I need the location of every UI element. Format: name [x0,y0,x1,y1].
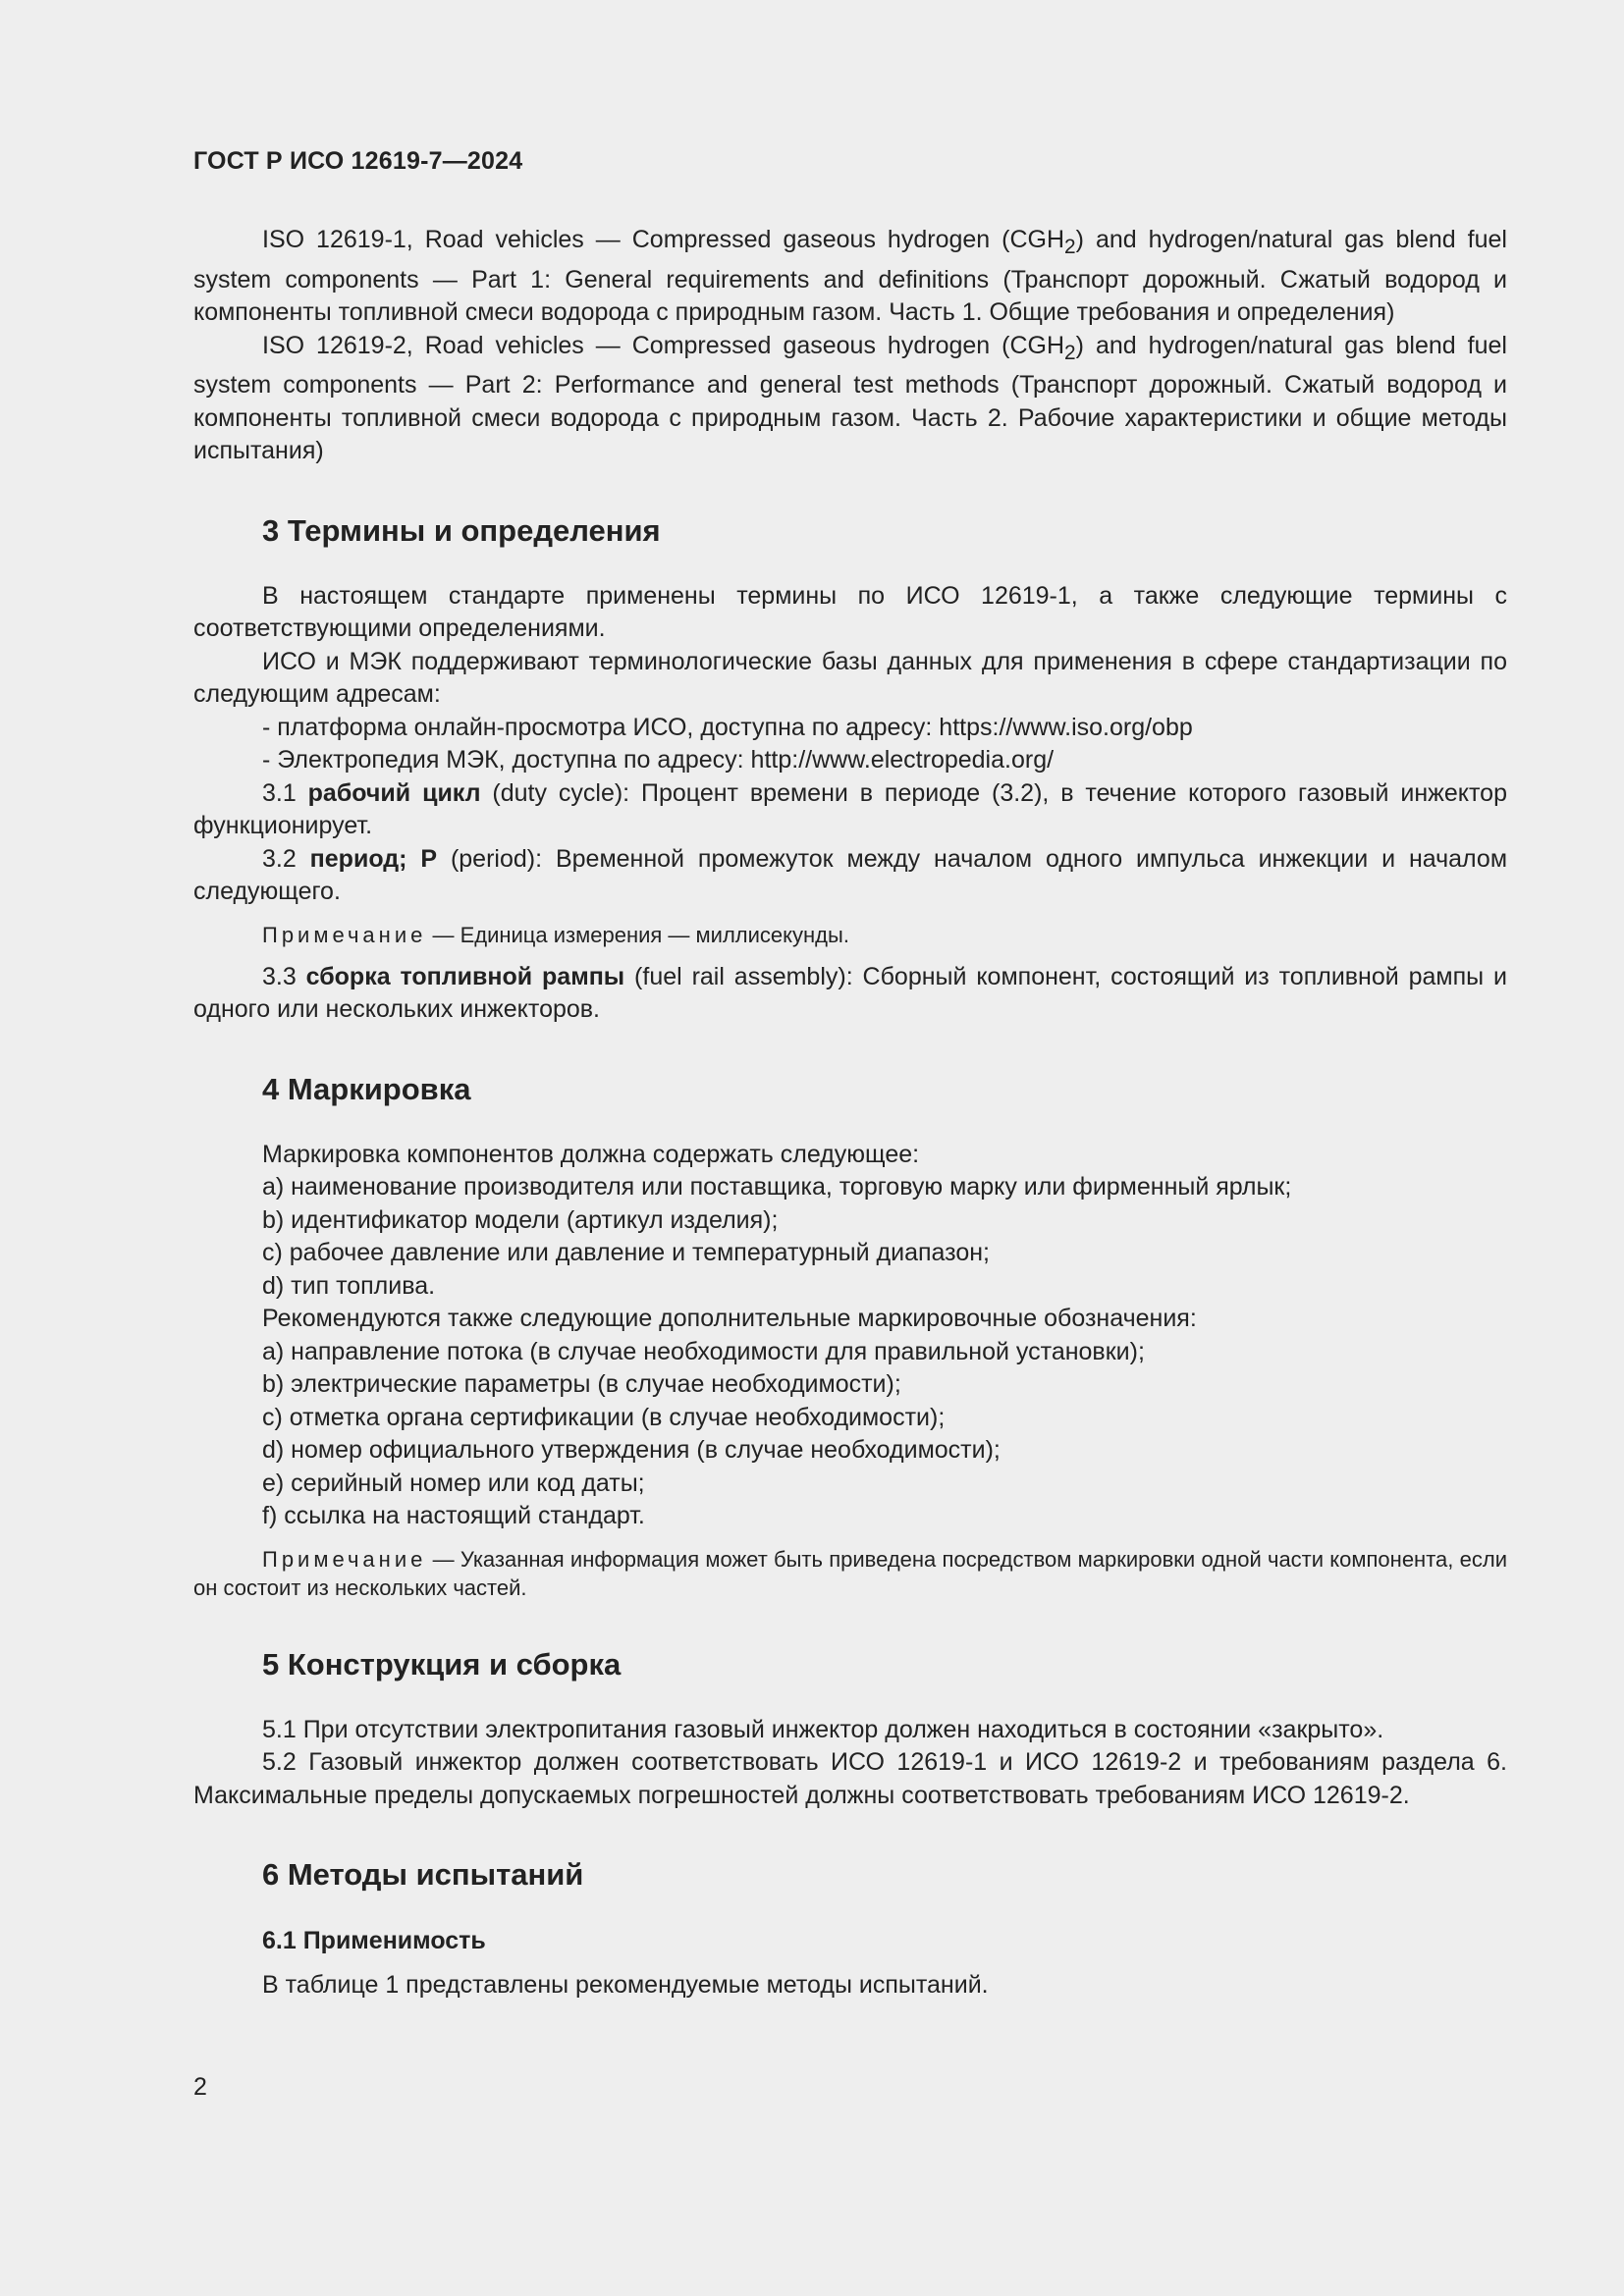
section-5-title: 5 Конструкция и сборка [262,1646,622,1682]
ref1-text-b: ) and hydrogen/natural gas blend fuel system components — Part 1: General requirements and definitions (Транспорт дорожный. Сжатый водород и компоненты топливной смеси водорода с природным газом. Часть 1. Общие требования и определения) [193,226,1507,326]
reference-iso-12619-2 [193,330,1507,468]
term-name: сборка топливной рампы [305,962,625,990]
list-item: a) направление потока (в случае необходимости для правильной установки); [262,1337,1145,1365]
note-label: Примечание [262,922,427,947]
subsection-6-1-title: 6.1 Применимость [262,1927,486,1954]
list-item: c) рабочее давление или давление и температурный диапазон; [262,1239,990,1266]
section-4-title: 4 Маркировка [262,1071,471,1106]
term-number: 3.1 [262,778,308,807]
page-number: 2 [193,2073,207,2101]
section-4-intro: Маркировка компонентов должна содержать следующее: [262,1140,920,1168]
ref2-text-a: ISO 12619-2, Road vehicles — Compressed gaseous hydrogen (CGH [262,331,1065,359]
section-5-2: 5.2 Газовый инжектор должен соответствовать ИСО 12619-1 и ИСО 12619-2 и требованиям раздела 6. Максимальные пределы допускаемых погрешностей должны соответствовать требованиям ИСО 12619-2. [193,1748,1507,1809]
section-4-intro-2: Рекомендуются также следующие дополнительные маркировочные обозначения: [262,1305,1197,1332]
term-definition: (duty cycle): Процент времени в периоде (3.2), в течение которого газовый инжектор функционирует. [193,778,1507,839]
section-3-title: 3 Термины и определения [262,512,661,548]
term-3-1 [193,777,1507,843]
note-text: — Единица измерения — миллисекунды. [426,922,849,947]
document-body [193,224,1507,2002]
note-3-2 [193,921,1507,949]
list-item: c) отметка органа сертификации (в случае необходимости); [262,1403,946,1431]
reference-iso-12619-1 [193,224,1507,330]
section-3-paragraph-2: ИСО и МЭК поддерживают терминологические базы данных для применения в сфере стандартизации по следующим адресам: [193,647,1507,708]
section-6-1-paragraph: В таблице 1 представлены рекомендуемые методы испытаний. [262,1971,989,1999]
note-4 [193,1545,1507,1602]
section-3-paragraph-1: В настоящем стандарте применены термины по ИСО 12619-1, а также следующие термины с соответствующими определениями. [193,581,1507,642]
note-text: — Указанная информация может быть приведена посредством маркировки одной части компонента, если он состоит из нескольких частей. [193,1546,1507,1600]
term-3-2 [193,843,1507,909]
term-number: 3.3 [262,962,306,990]
section-6-title: 6 Методы испытаний [262,1857,584,1892]
list-item: d) тип топлива. [262,1271,436,1300]
ref2-text-b: ) and hydrogen/natural gas blend fuel system components — Part 2: Performance and general test methods (Транспорт дорожный. Сжатый водород и компоненты топливной смеси водорода с природным газом. Часть 2. Рабочие характеристики и общие методы испытания) [193,331,1507,464]
term-definition: (fuel rail assembly): Сборный компонент, состоящий из топливной рампы и одного или нескольких инжекторов. [193,962,1507,1023]
ref1-subscript: 2 [1064,236,1076,258]
term-definition: (period): Временной промежуток между началом одного импульса инжекции и началом следующего. [193,844,1508,905]
list-item: - платформа онлайн-просмотра ИСО, доступна по адресу: https://www.iso.org/obp [262,713,1193,741]
term-number: 3.2 [262,844,310,873]
ref1-text-a: ISO 12619-1, Road vehicles — Compressed gaseous hydrogen (CGH [262,226,1065,253]
list-item: b) электрические параметры (в случае необходимости); [262,1370,901,1398]
list-item: a) наименование производителя или поставщика, торговую марку или фирменный ярлык; [262,1173,1292,1201]
list-item: f) ссылка на настоящий стандарт. [262,1502,645,1529]
term-3-3 [193,961,1507,1027]
list-item: d) номер официального утверждения (в случае необходимости); [262,1436,1001,1464]
document-header: ГОСТ Р ИСО 12619-7—2024 [193,147,523,175]
term-name: период; P [309,844,438,873]
note-label: Примечание [262,1546,427,1572]
term-name: рабочий цикл [307,778,481,807]
list-item: b) идентификатор модели (артикул изделия); [262,1205,779,1234]
list-item: - Электропедия МЭК, доступна по адресу: http://www.electropedia.org/ [262,746,1055,774]
section-5-1: 5.1 При отсутствии электропитания газовый инжектор должен находиться в состоянии «закрыто». [262,1715,1384,1743]
ref2-subscript: 2 [1064,341,1076,364]
list-item: e) серийный номер или код даты; [262,1468,645,1497]
